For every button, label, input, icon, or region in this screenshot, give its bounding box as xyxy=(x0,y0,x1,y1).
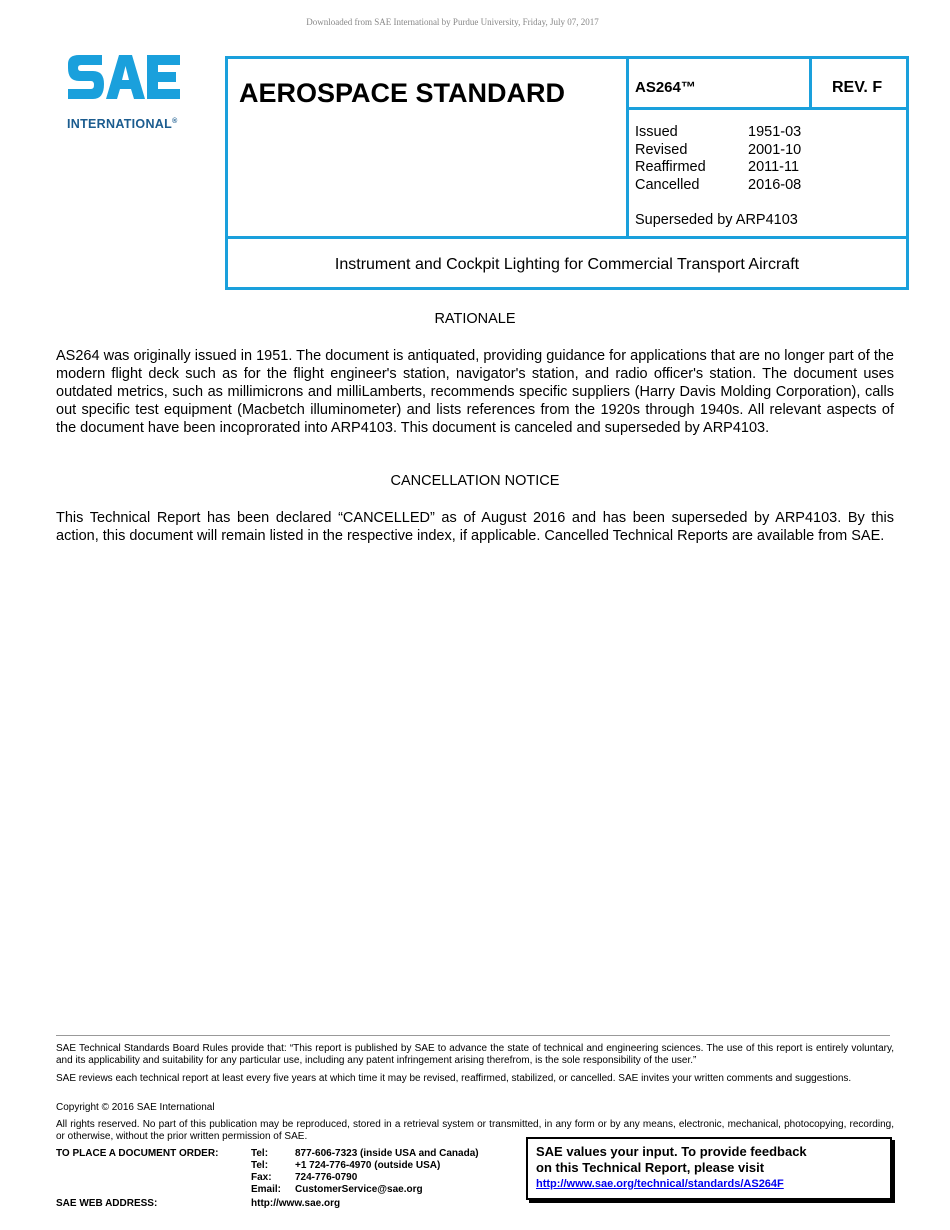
feedback-link[interactable]: http://www.sae.org/technical/standards/AS264F xyxy=(536,1178,784,1190)
rationale-heading: RATIONALE xyxy=(434,311,516,327)
email-link[interactable]: CustomerService@sae.org xyxy=(295,1184,423,1195)
document-revision: REV. F xyxy=(832,79,883,96)
board-rules: SAE Technical Standards Board Rules provide that: “This report is published by SAE to advance the state of technical and engineering sciences. The use of this report is entirely voluntary, and its applicability and suitability for any particular use, including any patent infringement arising therefrom, is the sole responsibility of the user.” xyxy=(56,1043,894,1066)
standard-type: AEROSPACE STANDARD xyxy=(239,78,566,108)
date-row-revised: Revised 2001-10 xyxy=(635,141,802,158)
contact-tel-domestic: Tel: 877-606-7323 (inside USA and Canada) xyxy=(251,1148,479,1159)
contact-fax: Fax: 724-776-0790 xyxy=(251,1172,358,1183)
document-number: AS264™ xyxy=(635,79,696,96)
cancellation-heading: CANCELLATION NOTICE xyxy=(390,473,560,489)
logo-subtitle-text: INTERNATIONAL xyxy=(67,117,173,131)
feedback-line-1: SAE values your input. To provide feedback xyxy=(536,1144,807,1159)
feedback-box xyxy=(526,1137,892,1200)
rights-notice: All rights reserved. No part of this publication may be reproduced, stored in a retrieval system or transmitted, in any form or by any means, electronic, mechanical, photocopying, recording, or otherwise, without the prior written permission of SAE. xyxy=(56,1119,894,1142)
download-note: Downloaded from SAE International by Purdue University, Friday, July 07, 2017 xyxy=(306,17,599,27)
date-row-reaffirmed: Reaffirmed 2011-11 xyxy=(635,159,800,175)
superseded-note: Superseded by ARP4103 xyxy=(635,212,798,228)
contact-tel-international: Tel: +1 724-776-4970 (outside USA) xyxy=(251,1160,441,1171)
cancellation-text: This Technical Report has been declared “CANCELLED” as of August 2016 and has been superseded by ARP4103. By this action, this document will remain listed in the respective index, if applicable. Cancelled Technical Reports are available from SAE. xyxy=(56,510,894,544)
copyright: Copyright © 2016 SAE International xyxy=(56,1102,215,1113)
footer-divider xyxy=(56,1035,890,1036)
date-row-issued: Issued 1951-03 xyxy=(635,124,802,140)
web-address-link[interactable]: http://www.sae.org xyxy=(251,1198,341,1209)
web-address-label: SAE WEB ADDRESS: xyxy=(56,1198,158,1209)
document-title: Instrument and Cockpit Lighting for Commercial Transport Aircraft xyxy=(334,256,800,273)
logo-subtitle: INTERNATIONAL® xyxy=(67,117,178,131)
contact-email: Email: CustomerService@sae.org xyxy=(251,1184,423,1195)
order-label: TO PLACE A DOCUMENT ORDER: xyxy=(56,1148,219,1159)
review-notice: SAE reviews each technical report at least every five years at which time it may be revised, reaffirmed, stabilized, or cancelled. SAE invites your written comments and suggestions. xyxy=(56,1073,852,1084)
document-header xyxy=(225,56,909,290)
order-contacts xyxy=(251,1148,479,1196)
rationale-text: AS264 was originally issued in 1951. The document is antiquated, providing guidance for applications that are no longer part of the modern flight deck such as for the flight engineer's station, navigator's station, and radio officer's station. The document uses outdated metrics, such as millimicrons and milliLamberts, recommends specific suppliers (Harry Davis Molding Corporation), calls out specific test equipment (Macbetch illuminometer) and lists references from the 1920s through 1940s. All relevant aspects of the document have been incoprorated into ARP4103. This document is canceled and superseded by ARP4103. xyxy=(56,348,894,436)
date-row-cancelled: Cancelled 2016-08 xyxy=(635,176,802,193)
date-history xyxy=(635,124,801,194)
feedback-line-2: on this Technical Report, please visit xyxy=(536,1160,765,1175)
